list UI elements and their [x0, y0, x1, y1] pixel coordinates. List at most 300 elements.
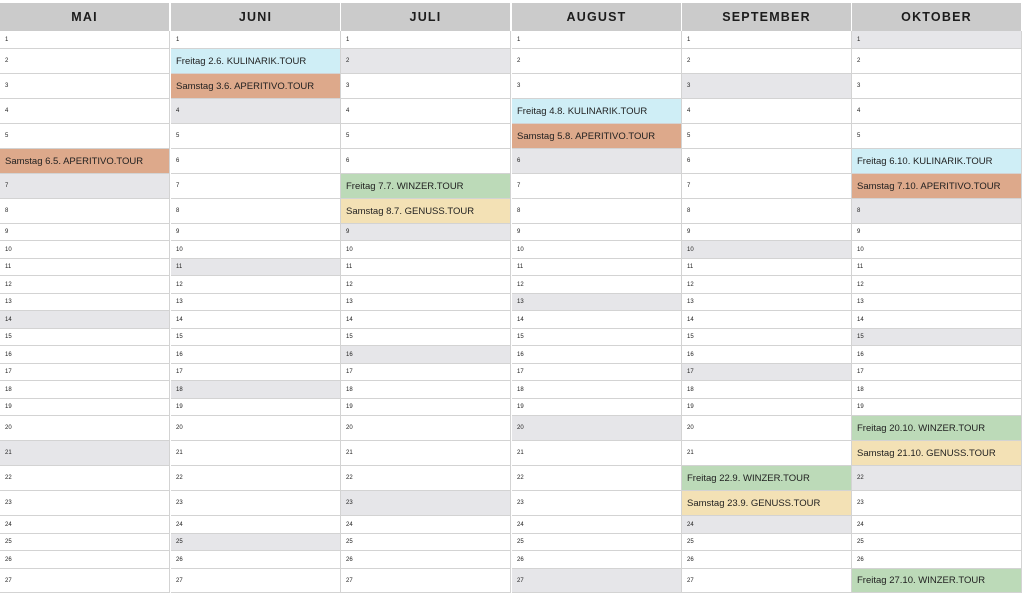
day-number: 17: [176, 369, 183, 375]
day-cell[interactable]: [0, 224, 170, 241]
day-cell[interactable]: [171, 259, 341, 276]
day-number: 26: [687, 556, 694, 563]
day-cell[interactable]: [852, 224, 1022, 241]
month-header: AUGUST: [512, 3, 682, 31]
day-cell[interactable]: [852, 199, 1022, 224]
day-number: 8: [517, 208, 521, 214]
day-cell[interactable]: [682, 381, 852, 399]
day-number: 17: [517, 369, 524, 375]
day-cell[interactable]: [171, 551, 341, 569]
day-number: 27: [176, 577, 183, 584]
day-cell[interactable]: [171, 491, 341, 516]
day-cell[interactable]: [852, 124, 1022, 149]
day-cell[interactable]: [0, 199, 170, 224]
day-number: 20: [346, 425, 353, 431]
day-number: 14: [5, 316, 12, 323]
day-number: 14: [176, 316, 183, 323]
day-cell[interactable]: [682, 551, 852, 569]
day-cell[interactable]: [171, 569, 341, 593]
day-number: 23: [5, 500, 12, 506]
day-cell[interactable]: [341, 259, 511, 276]
day-cell[interactable]: [171, 99, 341, 124]
day-cell[interactable]: [0, 174, 170, 199]
day-number: 24: [687, 521, 694, 528]
day-cell[interactable]: [852, 381, 1022, 399]
day-number: 22: [346, 475, 353, 481]
event-label: Samstag 23.9. GENUSS.TOUR: [687, 497, 821, 509]
day-cell[interactable]: [512, 416, 682, 441]
event-cell[interactable]: [682, 491, 852, 516]
day-cell[interactable]: [512, 329, 682, 346]
day-cell[interactable]: [682, 124, 852, 149]
day-cell[interactable]: [852, 466, 1022, 491]
day-cell[interactable]: [171, 416, 341, 441]
day-cell[interactable]: [682, 259, 852, 276]
day-number: 19: [517, 404, 524, 410]
day-cell[interactable]: [171, 364, 341, 381]
day-number: 25: [517, 539, 524, 545]
event-cell[interactable]: [682, 466, 852, 491]
day-number: 7: [517, 183, 521, 189]
day-number: 1: [346, 36, 350, 43]
day-number: 20: [517, 425, 524, 431]
day-number: 24: [857, 521, 864, 528]
day-cell[interactable]: [512, 569, 682, 593]
day-number: 3: [5, 83, 9, 89]
event-cell[interactable]: [852, 174, 1022, 199]
day-number: 13: [517, 299, 524, 305]
day-cell[interactable]: [341, 74, 511, 99]
month-header: SEPTEMBER: [682, 3, 852, 31]
day-number: 9: [857, 229, 861, 235]
day-cell[interactable]: [682, 311, 852, 329]
event-label: Freitag 27.10. WINZER.TOUR: [857, 575, 986, 586]
day-number: 22: [176, 475, 183, 481]
day-number: 12: [857, 281, 864, 288]
day-number: 26: [517, 556, 524, 563]
day-number: 15: [176, 334, 183, 340]
day-number: 10: [517, 246, 524, 253]
day-number: 7: [176, 183, 180, 189]
day-number: 11: [517, 264, 524, 270]
day-number: 16: [857, 351, 864, 358]
day-number: 26: [346, 556, 353, 563]
day-cell[interactable]: [341, 241, 511, 259]
day-cell[interactable]: [852, 294, 1022, 311]
day-number: 16: [176, 351, 183, 358]
day-cell[interactable]: [0, 416, 170, 441]
event-label: Samstag 5.8. APERITIVO.TOUR: [517, 130, 656, 142]
day-cell[interactable]: [341, 416, 511, 441]
day-cell[interactable]: [682, 441, 852, 466]
day-number: 4: [346, 108, 350, 114]
day-number: 3: [346, 83, 350, 89]
day-cell[interactable]: [0, 441, 170, 466]
day-number: 21: [176, 450, 183, 456]
day-number: 23: [517, 500, 524, 506]
day-number: 13: [346, 299, 353, 305]
day-number: 12: [346, 281, 353, 288]
day-number: 18: [176, 386, 183, 393]
day-cell[interactable]: [852, 49, 1022, 74]
day-number: 21: [346, 450, 353, 456]
day-cell[interactable]: [171, 534, 341, 551]
day-cell[interactable]: [852, 276, 1022, 294]
day-number: 13: [5, 299, 12, 305]
day-cell[interactable]: [512, 516, 682, 534]
day-number: 14: [517, 316, 524, 323]
day-cell[interactable]: [512, 311, 682, 329]
day-cell[interactable]: [341, 346, 511, 364]
day-number: 1: [517, 36, 521, 43]
day-cell[interactable]: [171, 441, 341, 466]
day-number: 15: [346, 334, 353, 340]
day-cell[interactable]: [341, 329, 511, 346]
day-number: 1: [687, 36, 691, 43]
day-number: 11: [5, 264, 12, 270]
day-cell[interactable]: [341, 124, 511, 149]
day-cell[interactable]: [852, 534, 1022, 551]
event-cell[interactable]: [171, 49, 341, 74]
day-cell[interactable]: [171, 241, 341, 259]
day-number: 15: [687, 334, 694, 340]
day-number: 5: [857, 133, 861, 139]
day-number: 2: [5, 58, 9, 64]
day-cell[interactable]: [682, 31, 852, 49]
day-cell[interactable]: [512, 74, 682, 99]
day-number: 10: [346, 246, 353, 253]
day-cell[interactable]: [512, 31, 682, 49]
event-label: Samstag 8.7. GENUSS.TOUR: [346, 205, 475, 217]
day-number: 12: [176, 281, 183, 288]
day-number: 17: [857, 369, 864, 375]
day-number: 19: [5, 404, 12, 410]
event-cell[interactable]: [512, 124, 682, 149]
day-number: 5: [346, 133, 350, 139]
event-cell[interactable]: [171, 74, 341, 99]
day-cell[interactable]: [512, 466, 682, 491]
day-number: 27: [5, 577, 12, 584]
event-label: Samstag 7.10. APERITIVO.TOUR: [857, 180, 1001, 192]
day-number: 16: [5, 351, 12, 358]
day-number: 18: [857, 386, 864, 393]
event-cell[interactable]: [512, 99, 682, 124]
day-number: 3: [687, 83, 691, 89]
day-cell[interactable]: [0, 311, 170, 329]
day-number: 19: [687, 404, 694, 410]
day-cell[interactable]: [341, 399, 511, 416]
day-cell[interactable]: [852, 329, 1022, 346]
day-number: 18: [5, 386, 12, 393]
event-cell[interactable]: [852, 416, 1022, 441]
day-number: 2: [346, 58, 350, 64]
day-cell[interactable]: [341, 534, 511, 551]
day-cell[interactable]: [682, 569, 852, 593]
day-cell[interactable]: [682, 99, 852, 124]
day-cell[interactable]: [512, 399, 682, 416]
day-cell[interactable]: [0, 276, 170, 294]
day-number: 12: [5, 281, 12, 288]
day-number: 7: [687, 183, 691, 189]
day-cell[interactable]: [0, 399, 170, 416]
day-cell[interactable]: [682, 416, 852, 441]
day-cell[interactable]: [0, 551, 170, 569]
day-cell[interactable]: [341, 441, 511, 466]
day-cell[interactable]: [0, 329, 170, 346]
day-cell[interactable]: [341, 491, 511, 516]
day-number: 24: [5, 521, 12, 528]
day-number: 1: [176, 36, 180, 43]
day-cell[interactable]: [512, 364, 682, 381]
month-header: OKTOBER: [852, 3, 1022, 31]
day-cell[interactable]: [852, 551, 1022, 569]
day-number: 17: [687, 369, 694, 375]
day-cell[interactable]: [0, 99, 170, 124]
day-cell[interactable]: [682, 294, 852, 311]
day-cell[interactable]: [682, 74, 852, 99]
day-cell[interactable]: [341, 551, 511, 569]
day-number: 13: [857, 299, 864, 305]
day-number: 9: [687, 229, 691, 235]
day-number: 8: [5, 208, 9, 214]
event-label: Freitag 4.8. KULINARIK.TOUR: [517, 105, 648, 117]
day-cell[interactable]: [171, 149, 341, 174]
day-cell[interactable]: [341, 149, 511, 174]
day-number: 16: [346, 351, 353, 358]
day-cell[interactable]: [512, 551, 682, 569]
day-cell[interactable]: [852, 74, 1022, 99]
day-number: 9: [517, 229, 521, 235]
day-number: 23: [857, 500, 864, 506]
day-number: 23: [176, 500, 183, 506]
day-cell[interactable]: [171, 31, 341, 49]
month-header: MAI: [0, 3, 170, 31]
day-number: 1: [5, 36, 9, 43]
day-number: 9: [346, 229, 350, 235]
day-cell[interactable]: [0, 49, 170, 74]
day-cell[interactable]: [0, 364, 170, 381]
day-cell[interactable]: [512, 149, 682, 174]
day-number: 24: [176, 521, 183, 528]
day-number: 21: [687, 450, 694, 456]
day-cell[interactable]: [512, 199, 682, 224]
day-cell[interactable]: [0, 516, 170, 534]
event-cell[interactable]: [852, 149, 1022, 174]
day-number: 14: [687, 316, 694, 323]
day-number: 3: [857, 83, 861, 89]
day-cell[interactable]: [852, 311, 1022, 329]
day-number: 26: [5, 556, 12, 563]
day-number: 20: [5, 425, 12, 431]
day-cell[interactable]: [682, 534, 852, 551]
day-number: 2: [857, 58, 861, 64]
day-number: 19: [346, 404, 353, 410]
day-cell[interactable]: [682, 516, 852, 534]
day-number: 16: [687, 351, 694, 358]
day-cell[interactable]: [852, 364, 1022, 381]
month-header: JUNI: [171, 3, 341, 31]
day-cell[interactable]: [512, 174, 682, 199]
day-number: 9: [5, 229, 9, 235]
day-cell[interactable]: [341, 49, 511, 74]
event-cell[interactable]: [341, 174, 511, 199]
day-cell[interactable]: [512, 491, 682, 516]
day-cell[interactable]: [682, 329, 852, 346]
day-cell[interactable]: [171, 124, 341, 149]
day-number: 24: [517, 521, 524, 528]
day-cell[interactable]: [0, 346, 170, 364]
day-cell[interactable]: [171, 381, 341, 399]
day-cell[interactable]: [171, 276, 341, 294]
day-number: 25: [857, 539, 864, 545]
day-cell[interactable]: [512, 224, 682, 241]
day-cell[interactable]: [341, 224, 511, 241]
day-cell[interactable]: [341, 381, 511, 399]
event-label: Samstag 21.10. GENUSS.TOUR: [857, 447, 996, 459]
day-cell[interactable]: [341, 31, 511, 49]
day-cell[interactable]: [512, 441, 682, 466]
day-cell[interactable]: [852, 346, 1022, 364]
day-cell[interactable]: [0, 124, 170, 149]
day-number: 6: [176, 158, 180, 164]
day-cell[interactable]: [682, 49, 852, 74]
day-cell[interactable]: [171, 516, 341, 534]
day-number: 4: [687, 108, 691, 114]
day-cell[interactable]: [0, 241, 170, 259]
day-cell[interactable]: [852, 259, 1022, 276]
event-label: Freitag 22.9. WINZER.TOUR: [687, 472, 810, 484]
day-cell[interactable]: [171, 199, 341, 224]
day-cell[interactable]: [512, 381, 682, 399]
event-label: Freitag 2.6. KULINARIK.TOUR: [176, 55, 307, 67]
day-number: 23: [346, 500, 353, 506]
day-cell[interactable]: [341, 569, 511, 593]
day-number: 22: [5, 475, 12, 481]
day-number: 11: [687, 264, 694, 270]
day-number: 9: [176, 229, 180, 235]
day-cell[interactable]: [682, 241, 852, 259]
day-number: 3: [517, 83, 521, 89]
day-number: 5: [5, 133, 9, 139]
day-cell[interactable]: [512, 259, 682, 276]
day-cell[interactable]: [171, 174, 341, 199]
day-cell[interactable]: [852, 31, 1022, 49]
day-cell[interactable]: [341, 294, 511, 311]
day-cell[interactable]: [852, 241, 1022, 259]
day-cell[interactable]: [341, 311, 511, 329]
day-cell[interactable]: [512, 294, 682, 311]
day-cell[interactable]: [0, 466, 170, 491]
day-number: 15: [5, 334, 12, 340]
day-number: 14: [857, 316, 864, 323]
day-number: 20: [176, 425, 183, 431]
day-number: 22: [857, 475, 864, 481]
day-number: 18: [346, 386, 353, 393]
day-cell[interactable]: [512, 346, 682, 364]
day-cell[interactable]: [0, 259, 170, 276]
day-cell[interactable]: [171, 224, 341, 241]
day-cell[interactable]: [512, 276, 682, 294]
day-cell[interactable]: [171, 466, 341, 491]
day-number: 6: [517, 158, 521, 164]
day-number: 16: [517, 351, 524, 358]
day-cell[interactable]: [682, 276, 852, 294]
day-cell[interactable]: [0, 74, 170, 99]
event-label: Samstag 6.5. APERITIVO.TOUR: [5, 155, 144, 167]
day-number: 26: [857, 556, 864, 563]
day-number: 11: [346, 264, 353, 270]
day-cell[interactable]: [171, 294, 341, 311]
day-cell[interactable]: [0, 534, 170, 551]
day-cell[interactable]: [682, 174, 852, 199]
event-cell[interactable]: [852, 441, 1022, 466]
day-cell[interactable]: [171, 346, 341, 364]
day-number: 26: [176, 556, 183, 563]
day-number: 21: [5, 450, 12, 456]
day-number: 15: [517, 334, 524, 340]
event-cell[interactable]: [341, 199, 511, 224]
day-number: 1: [857, 36, 861, 43]
day-cell[interactable]: [0, 31, 170, 49]
day-cell[interactable]: [0, 491, 170, 516]
day-cell[interactable]: [852, 516, 1022, 534]
day-cell[interactable]: [682, 149, 852, 174]
day-number: 17: [5, 369, 12, 375]
day-cell[interactable]: [0, 381, 170, 399]
day-cell[interactable]: [512, 534, 682, 551]
event-cell[interactable]: [852, 569, 1022, 593]
day-cell[interactable]: [852, 491, 1022, 516]
day-number: 6: [687, 158, 691, 164]
day-number: 11: [176, 264, 183, 270]
day-number: 10: [857, 246, 864, 253]
day-cell[interactable]: [341, 276, 511, 294]
day-cell[interactable]: [682, 364, 852, 381]
day-number: 22: [517, 475, 524, 481]
day-number: 20: [687, 425, 694, 431]
day-cell[interactable]: [171, 399, 341, 416]
day-number: 18: [517, 386, 524, 393]
day-cell[interactable]: [852, 99, 1022, 124]
day-cell[interactable]: [682, 199, 852, 224]
day-cell[interactable]: [512, 49, 682, 74]
day-cell[interactable]: [341, 516, 511, 534]
day-cell[interactable]: [341, 99, 511, 124]
day-number: 12: [517, 281, 524, 288]
day-cell[interactable]: [341, 466, 511, 491]
day-cell[interactable]: [171, 329, 341, 346]
day-number: 24: [346, 521, 353, 528]
day-cell[interactable]: [512, 241, 682, 259]
day-cell[interactable]: [171, 311, 341, 329]
day-cell[interactable]: [682, 346, 852, 364]
day-cell[interactable]: [341, 364, 511, 381]
day-number: 6: [346, 158, 350, 164]
day-number: 25: [5, 539, 12, 545]
day-cell[interactable]: [0, 294, 170, 311]
day-cell[interactable]: [682, 224, 852, 241]
day-number: 25: [346, 539, 353, 545]
day-number: 2: [517, 58, 521, 64]
event-cell[interactable]: [0, 149, 170, 174]
day-cell[interactable]: [682, 399, 852, 416]
day-cell[interactable]: [0, 569, 170, 593]
day-number: 14: [346, 316, 353, 323]
day-cell[interactable]: [852, 399, 1022, 416]
day-number: 25: [687, 539, 694, 545]
day-number: 18: [687, 386, 694, 393]
day-number: 12: [687, 281, 694, 288]
